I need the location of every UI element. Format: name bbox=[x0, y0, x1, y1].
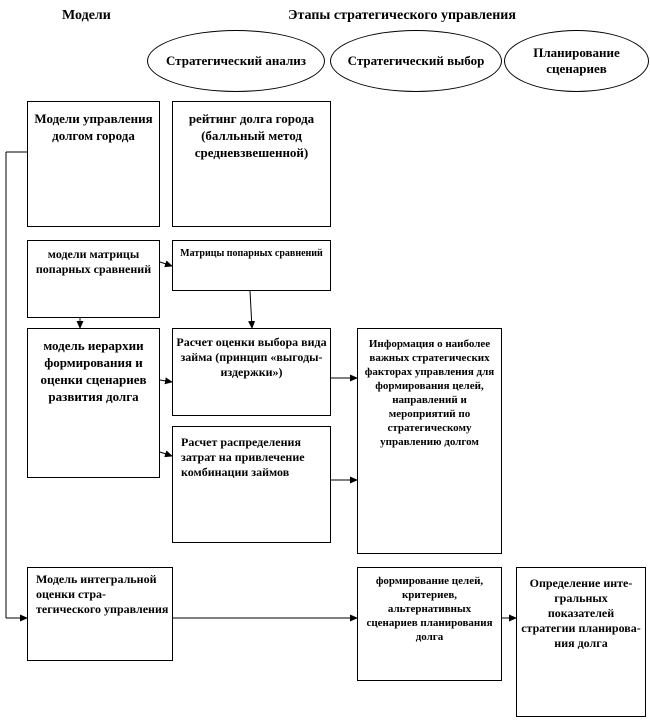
arrow-matrices-to-loan-choice bbox=[250, 291, 252, 328]
hierarchy-model-box: модель иерархии формирования и оценки сценариев развития долга bbox=[27, 328, 160, 478]
indicators-box: Определение инте-гральных показателей стратегии планирова-ния долга bbox=[516, 567, 646, 717]
models-header: Модели bbox=[62, 8, 111, 23]
strategic-info-box: Информация о наиболее важных стратегических факторах управления для формирования целей, направлений и мероприятий по стратегическому управлению долгом bbox=[357, 328, 502, 554]
stage-choice-oval: Стратегический выбор bbox=[330, 30, 502, 92]
stages-header: Этапы стратегического управления bbox=[288, 8, 516, 23]
integral-model-box: Модель интегральной оценки стра-тегического управления bbox=[27, 567, 173, 661]
arrow-matrix-model-to-matrices bbox=[160, 262, 172, 266]
loan-choice-box: Расчет оценки выбора вида займа (принцип «выгоды-издержки») bbox=[172, 328, 331, 416]
matrices-box: Матрицы попарных сравнений bbox=[172, 240, 331, 291]
matrix-model-box: модели матрицы попарных сравнений bbox=[27, 240, 160, 318]
cost-distribution-box: Расчет распределения затрат на привлечение комбинации займов bbox=[172, 426, 331, 543]
stage-scenarios-oval: Планирование сценариев bbox=[504, 30, 649, 92]
goal-formation-box: формирование целей, критериев, альтернативных сценариев планирования долга bbox=[357, 567, 502, 681]
debt-models-box: Модели управления долгом города bbox=[27, 101, 160, 227]
arrow-hierarchy-to-cost-distribution bbox=[160, 452, 172, 456]
stage-analysis-oval: Стратегический анализ bbox=[147, 30, 325, 92]
debt-rating-box: рейтинг долга города (балльный метод средневзвешенной) bbox=[172, 101, 331, 227]
arrow-hierarchy-to-loan-choice bbox=[160, 380, 172, 382]
